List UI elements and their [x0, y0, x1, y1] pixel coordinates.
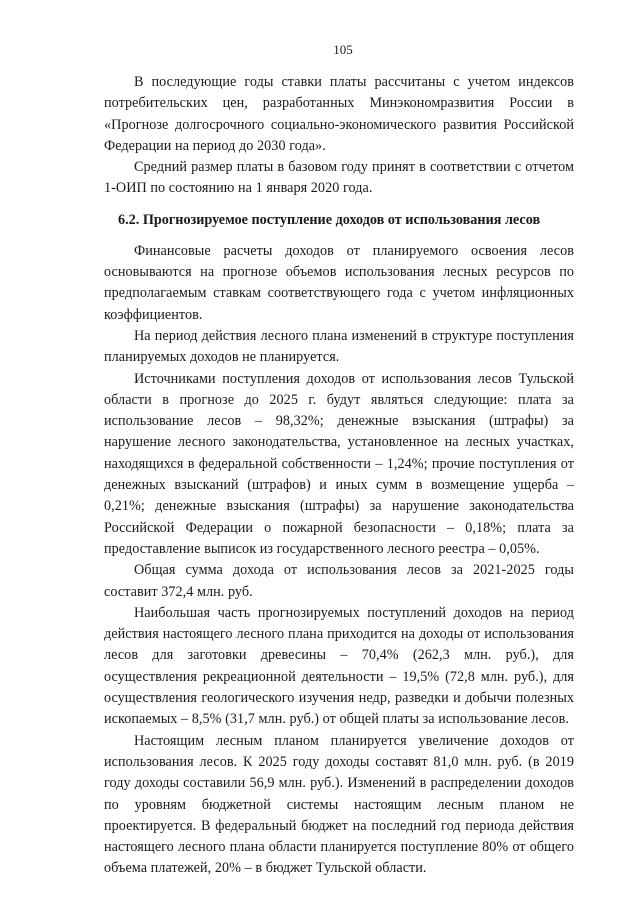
section-heading: 6.2. Прогнозируемое поступление доходов от использования лесов	[118, 211, 541, 228]
page-number: 105	[333, 42, 353, 57]
paragraph-financial-calculations: Финансовые расчеты доходов от планируемого освоения лесов основываются на прогнозе объемов использования лесных ресурсов по предполагаемым ставкам соответствующего года с учетом инфляционных коэффициентов.	[104, 242, 574, 323]
paragraph-income-growth: Настоящим лесным планом планируется увеличение доходов от использования лесов. К 2025 году доходы составят 81,0 млн. руб. (в 2019 году доходы составили 56,9 млн. руб.). Изменений в распределении доходов по уровням бюджетной системы настоящим лесным планом не проектируется. В федеральный бюджет на последний год периода действия настоящего лесного плана области планируется поступление 80% от общего объема платежей, 20% – в бюджет Тульской области.	[104, 732, 574, 877]
paragraph-index-calculation: В последующие годы ставки платы рассчитаны с учетом индексов потребительских цен, разработанных Минэкономразвития России в «Прогнозе долгосрочного социально-экономического развития Российской Федерации на период до 2030 года».	[104, 74, 574, 154]
paragraph-total-income: Общая сумма дохода от использования лесов за 2021-2025 годы составит 372,4 млн. руб.	[104, 562, 574, 600]
paragraph-base-year: Средний размер платы в базовом году принят в соответствии с отчетом 1-ОИП по состоянию на 1 января 2020 года.	[104, 159, 574, 197]
paragraph-no-changes: На период действия лесного плана изменений в структуре поступления планируемых доходов не планируется.	[104, 327, 574, 366]
paragraph-income-structure: Наибольшая часть прогнозируемых поступлений доходов на период действия настоящего лесного плана приходится на доходы от использования лесов для заготовки древесины – 70,4% (262,3 млн. руб.), для осуществления рекреационной деятельности – 19,5% (72,8 млн. руб.), для осуществления геологического изучения недр, разведки и добычи полезных ископаемых – 8,5% (31,7 млн. руб.) от общей платы за использование лесов.	[104, 604, 574, 728]
paragraph-income-sources: Источниками поступления доходов от использования лесов Тульской области в прогнозе до 2025 г. будут являться следующие: плата за использование лесов – 98,32%; денежные взыскания (штрафы) за нарушение лесного законодательства, установленное на лесных участках, находящихся в федеральной собственности – 1,24%; прочие поступления от денежных взысканий (штрафов) и иных сумм в возмещение ущерба – 0,21%; денежные взыскания (штрафы) за нарушение законодательства Российской Федерации о пожарной безопасности – 0,18%; плата за предоставление выписок из государственного лесного реестра – 0,05%.	[104, 370, 574, 557]
